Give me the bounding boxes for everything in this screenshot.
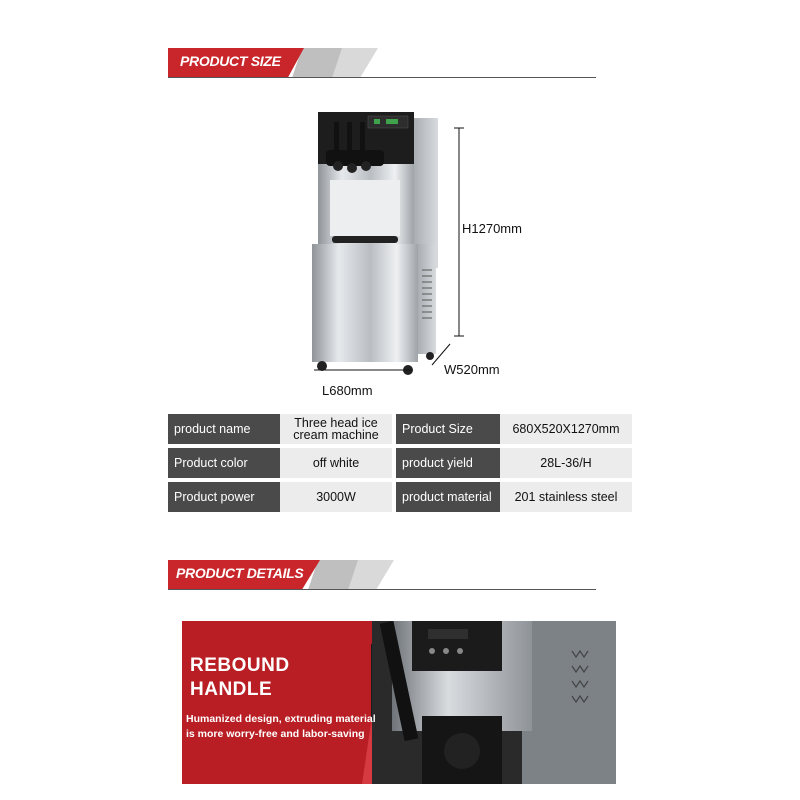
dimension-lines xyxy=(300,120,520,390)
product-name-value-line1: Three head ice xyxy=(294,416,378,430)
product-yield-label: product yield xyxy=(396,448,500,478)
product-yield-value: 28L-36/H xyxy=(500,448,632,478)
header-divider xyxy=(168,589,596,590)
product-name-value xyxy=(280,414,392,444)
product-color-label: Product color xyxy=(168,448,280,478)
product-material-label: product material xyxy=(396,482,500,512)
spec-table xyxy=(168,414,632,512)
details-subtext-line2: is more worry-free and labor-saving xyxy=(186,728,365,740)
details-subtext-line1: Humanized design, extruding material xyxy=(186,713,376,725)
product-power-value: 3000W xyxy=(280,482,392,512)
banner-red-panel xyxy=(182,621,392,784)
product-size-title: PRODUCT SIZE xyxy=(180,53,281,69)
product-power-label: Product power xyxy=(168,482,280,512)
header-divider xyxy=(168,77,596,78)
product-name-label: product name xyxy=(168,414,280,444)
product-size-value: 680X520X1270mm xyxy=(500,414,632,444)
height-dimension: H1270mm xyxy=(462,221,522,236)
product-size-header xyxy=(168,48,596,78)
width-dimension: W520mm xyxy=(444,362,500,377)
product-material-value: 201 stainless steel xyxy=(500,482,632,512)
product-color-value: off white xyxy=(280,448,392,478)
product-details-title: PRODUCT DETAILS xyxy=(176,565,304,581)
rebound-heading: REBOUND xyxy=(190,655,290,676)
product-size-label: Product Size xyxy=(396,414,500,444)
product-details-header xyxy=(168,560,596,590)
length-dimension: L680mm xyxy=(322,383,373,398)
handle-heading: HANDLE xyxy=(190,679,273,700)
handle-closeup-image xyxy=(372,621,616,784)
rebound-handle-banner xyxy=(182,621,616,784)
product-name-value-line2: cream machine xyxy=(293,428,379,442)
